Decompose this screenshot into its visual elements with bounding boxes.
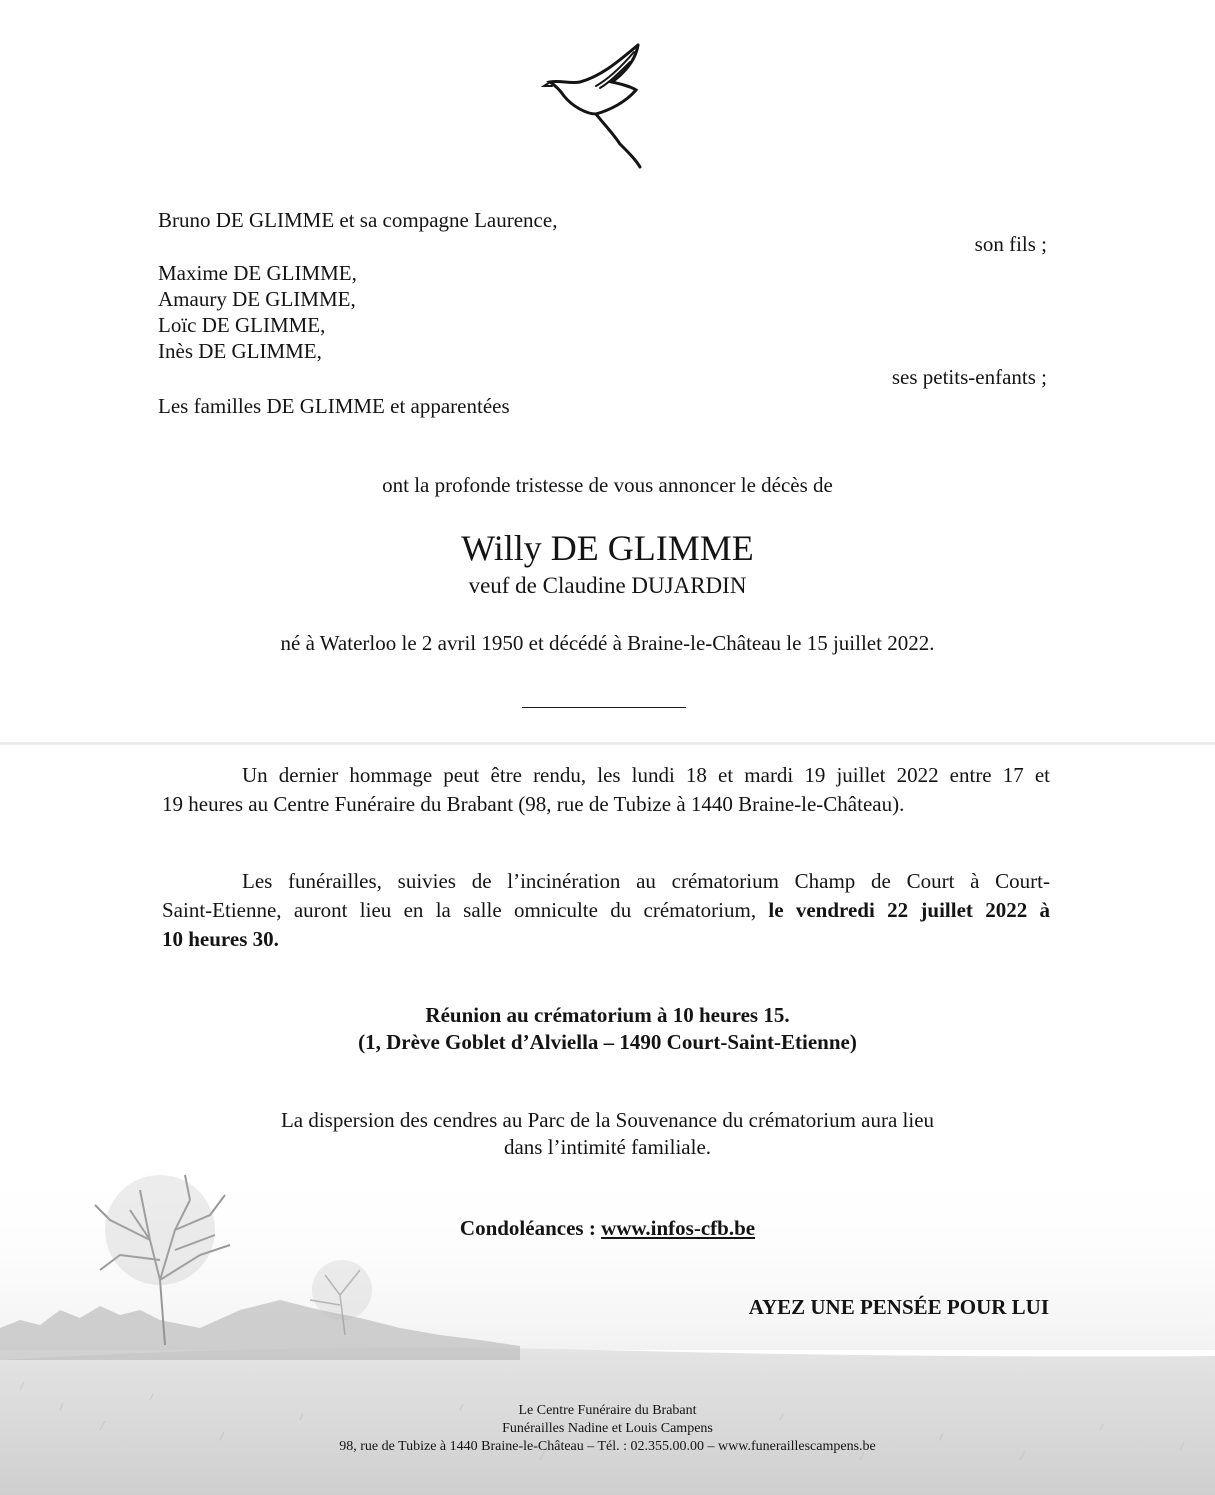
dispersion-line-1: La dispersion des cendres au Parc de la Souvenance du crématorium aura lieu (280, 1108, 935, 1132)
dove-icon (540, 40, 650, 170)
families-line: Les familles DE GLIMME et apparentées (158, 394, 510, 418)
tribute-paragraph (162, 761, 1050, 819)
role-grandchildren: ses petits-enfants ; (891, 365, 1047, 389)
dispersion-line-2: dans l’intimité familiale. (503, 1135, 712, 1159)
footer-line-1: Le Centre Funéraire du Brabant (518, 1403, 697, 1418)
role-son: son fils ; (974, 232, 1047, 256)
funeral-paragraph (162, 867, 1050, 954)
birth-death-dates: né à Waterloo le 2 avril 1950 et décédé à Braine-le-Château le 15 juillet 2022. (280, 631, 935, 655)
condolences-link[interactable]: www.infos-cfb.be (601, 1216, 756, 1240)
grandchild-2: Amaury DE GLIMME, (158, 287, 356, 311)
page-fold (0, 742, 1215, 745)
funeral-time: 10 heures 30. (162, 927, 279, 951)
condolences-line (0, 1215, 1215, 1242)
condolences-label: Condoléances : (459, 1216, 596, 1240)
funeral-line-1: Les funérailles, suivies de l’incinération au crématorium Champ de Court à Court- (242, 869, 1050, 893)
tribute-line-2: 19 heures au Centre Funéraire du Brabant (98, rue de Tubize à 1440 Braine-le-Château). (162, 792, 905, 816)
family-line-son: Bruno DE GLIMME et sa compagne Laurence, (158, 208, 558, 232)
grandchild-3: Loïc DE GLIMME, (158, 313, 326, 337)
announcement-intro: ont la profonde tristesse de vous annoncer le décès de (382, 473, 833, 497)
funeral-date: le vendredi 22 juillet 2022 à (768, 898, 1050, 922)
grandchild-1: Maxime DE GLIMME, (158, 261, 357, 285)
footer-line-2: Funérailles Nadine et Louis Campens (502, 1421, 713, 1436)
footer-line-3: 98, rue de Tubize à 1440 Braine-le-Château – Tél. : 02.355.00.00 – www.funeraillescampens.be (339, 1439, 876, 1454)
tribute-line-1: Un dernier hommage peut être rendu, les lundi 18 et mardi 19 juillet 2022 entre 17 et (242, 763, 1050, 787)
divider-rule (522, 707, 686, 708)
meeting-line: Réunion au crématorium à 10 heures 15. (425, 1003, 790, 1027)
grandchild-4: Inès DE GLIMME, (158, 339, 322, 363)
meeting-address: (1, Drève Goblet d’Alviella – 1490 Court-Saint-Etienne) (358, 1030, 857, 1054)
closing-line: AYEZ UNE PENSÉE POUR LUI (748, 1295, 1049, 1319)
widow-line: veuf de Claudine DUJARDIN (468, 573, 747, 598)
deceased-name: Willy DE GLIMME (461, 528, 754, 568)
funeral-line-2: Saint-Etienne, auront lieu en la salle omniculte du crématorium, (162, 898, 757, 922)
